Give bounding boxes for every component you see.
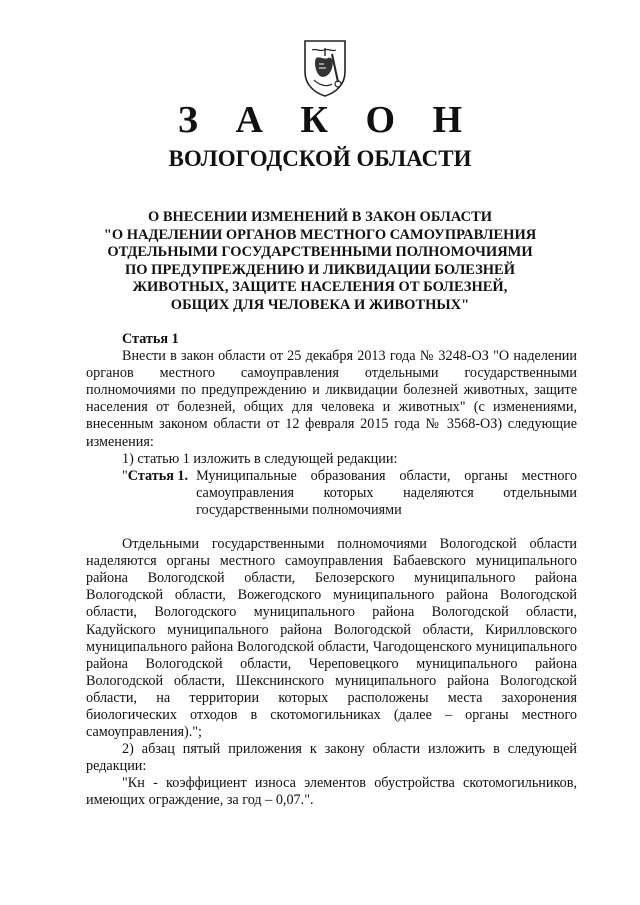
quoted-article-title [86,468,577,519]
document-body [86,331,577,810]
formula-text: - коэффициент износа элементов обустройства скотомогильников, имеющих ограждение, за год – 0,07.". [86,775,577,809]
subject-line: ЖИВОТНЫХ, ЗАЩИТЕ НАСЕЛЕНИЯ ОТ БОЛЕЗНЕЙ, [132,279,508,295]
formula-symbol: Кн [127,775,145,792]
subject-line: ОТДЕЛЬНЫМИ ГОСУДАРСТВЕННЫМИ ПОЛНОМОЧИЯМИ [107,244,533,260]
subject-line: ОБЩИХ ДЛЯ ЧЕЛОВЕКА И ЖИВОТНЫХ" [170,296,470,313]
paragraph-spacer [86,519,577,536]
quoted-article-label [122,468,196,519]
law-subject-heading [60,209,580,314]
subject-line: О ВНЕСЕНИИ ИЗМЕНЕНИЙ В ЗАКОН ОБЛАСТИ [147,209,493,225]
article-intro-paragraph: Внести в закон области от 25 декабря 2013 года № 3248-ОЗ "О наделении органов местного самоуправления отдельными государственными полномочиями по предупреждению и ликвидации болезней животных, защите населения от болезней, общих для человека и животных" (с изменениями, внесенным законом области от 12 февраля 2015 года № 3568-ОЗ) следующие изменения: [86,348,577,450]
vologda-coat-of-arms-icon [302,38,348,98]
amendment-item-1: 1) статью 1 изложить в следующей редакции: [122,450,398,467]
quoted-article-body: Отдельными государственными полномочиями Вологодской области наделяются органы местного самоуправления Бабаевского муниципального района Вологодской области, Белозерского муниципального района Вологодской области, Вожегодского муниципального района Вологодской области, Вологодского муниципального района Вологодской области, Кадуйского муниципального района Вологодской области, Кирилловского муниципального района Вологодской области, Чагодощенского муниципального района Вологодской области, Череповецкого муниципального района Вологодской области, Шекснинского муниципального района Вологодской области, на территории которых расположены места захоронения биологических отходов в скотомогильниках (далее – органы местного самоуправления)."; [86,536,577,741]
subject-line: "О НАДЕЛЕНИИ ОРГАНОВ МЕСТНОГО САМОУПРАВЛЕНИЯ [103,226,537,243]
document-title: З А К О Н [177,99,477,141]
article-heading: Статья 1 [122,331,179,347]
subject-line: ПО ПРЕДУПРЕЖДЕНИЮ И ЛИКВИДАЦИИ БОЛЕЗНЕЙ [124,261,516,278]
quote-mark: " [122,467,128,484]
formula-definition: "Кн - коэффициент износа элементов обустройства скотомогильников, имеющих ограждение, за год – 0,07.". [86,775,577,809]
amendment-item-2: 2) абзац пятый приложения к закону области изложить в следующей редакции: [86,741,577,775]
quoted-article-number: Статья 1. [127,467,189,484]
region-title: ВОЛОГОДСКОЙ ОБЛАСТИ [168,146,472,171]
quoted-article-title-text: Муниципальные образования области, органы местного самоуправления которых наделяются отдельными государственными полномочиями [196,467,577,518]
